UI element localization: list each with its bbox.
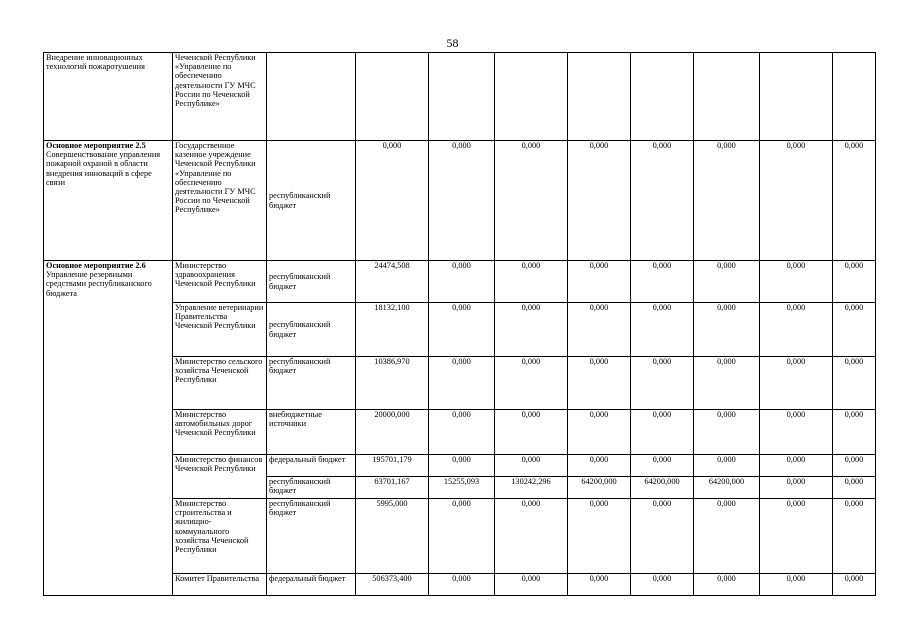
value-cell: 0,000 (833, 574, 876, 596)
source-cell: республиканский бюджет (267, 141, 356, 261)
value-cell: 0,000 (568, 499, 631, 574)
value-cell: 0,000 (429, 455, 495, 477)
value-cell (694, 53, 760, 141)
executor-cell: Министерство финансов Чеченской Республики (173, 455, 267, 499)
value-cell: 0,000 (760, 141, 833, 261)
value-cell: 0,000 (495, 499, 568, 574)
value-cell: 0,000 (760, 410, 833, 455)
value-cell: 24474,508 (356, 261, 429, 303)
value-cell: 0,000 (833, 477, 876, 499)
value-cell: 0,000 (429, 574, 495, 596)
value-cell: 0,000 (495, 357, 568, 410)
value-cell: 506373,400 (356, 574, 429, 596)
value-cell: 130242,296 (495, 477, 568, 499)
value-cell: 0,000 (495, 410, 568, 455)
source-cell: внебюджетные источники (267, 410, 356, 455)
value-cell (356, 53, 429, 141)
value-cell (568, 53, 631, 141)
value-cell (833, 53, 876, 141)
value-cell: 0,000 (694, 499, 760, 574)
executor-cell: Министерство строительства и жилищно-коммунального хозяйства Чеченской Республики (173, 499, 267, 574)
value-cell: 0,000 (694, 357, 760, 410)
value-cell: 63701,167 (356, 477, 429, 499)
table-row (44, 141, 876, 261)
value-cell: 0,000 (760, 455, 833, 477)
executor-cell: Министерство автомобильных дорог Чеченской Республики (173, 410, 267, 455)
value-cell: 0,000 (429, 141, 495, 261)
executor-cell: Государственное казенное учреждение Чеченской Республики «Управление по обеспечению деятельности ГУ МЧС России по Чеченской Республике» (173, 141, 267, 261)
executor-cell: Министерство сельского хозяйства Чеченской Республики (173, 357, 267, 410)
value-cell: 10386,970 (356, 357, 429, 410)
value-cell: 0,000 (631, 141, 694, 261)
executor-cell: Комитет Правительства (173, 574, 267, 596)
executor-cell: Министерство здравоохранения Чеченской Республики (173, 261, 267, 303)
value-cell: 0,000 (429, 303, 495, 357)
activity-cell (44, 141, 173, 261)
value-cell: 0,000 (631, 261, 694, 303)
source-cell: республиканский бюджет (267, 357, 356, 410)
value-cell (429, 53, 495, 141)
value-cell: 0,000 (833, 261, 876, 303)
value-cell: 0,000 (568, 357, 631, 410)
value-cell: 5995,000 (356, 499, 429, 574)
value-cell: 0,000 (694, 574, 760, 596)
value-cell: 0,000 (631, 499, 694, 574)
value-cell: 0,000 (568, 574, 631, 596)
activity-cell (44, 261, 173, 596)
value-cell: 0,000 (429, 410, 495, 455)
page-number: 58 (446, 36, 459, 50)
executor-cell: Управление ветеринарии Правительства Чеченской Республики (173, 303, 267, 357)
activity-title: Основное мероприятие 2.5 (46, 141, 146, 150)
value-cell: 195701,179 (356, 455, 429, 477)
value-cell: 0,000 (631, 357, 694, 410)
value-cell: 0,000 (429, 357, 495, 410)
value-cell: 18132,100 (356, 303, 429, 357)
value-cell: 20000,000 (356, 410, 429, 455)
value-cell (631, 53, 694, 141)
value-cell: 0,000 (568, 141, 631, 261)
activity-title: Основное мероприятие 2.6 (46, 261, 146, 270)
activity-text: Управление резервными средствами республиканского бюджета (46, 270, 152, 298)
value-cell: 0,000 (356, 141, 429, 261)
value-cell: 0,000 (631, 455, 694, 477)
value-cell: 0,000 (495, 303, 568, 357)
table-row (44, 261, 876, 303)
table-row (44, 53, 876, 141)
value-cell: 0,000 (429, 499, 495, 574)
value-cell: 0,000 (760, 574, 833, 596)
value-cell: 0,000 (568, 410, 631, 455)
value-cell: 0,000 (833, 410, 876, 455)
source-cell: республиканский бюджет (267, 261, 356, 303)
value-cell: 0,000 (694, 410, 760, 455)
source-cell: федеральный бюджет (267, 574, 356, 596)
activity-cell: Внедрение инновационных технологий пожаротушения (44, 53, 173, 141)
value-cell: 64200,000 (568, 477, 631, 499)
value-cell: 0,000 (495, 574, 568, 596)
value-cell: 0,000 (631, 410, 694, 455)
value-cell: 0,000 (495, 141, 568, 261)
value-cell: 0,000 (631, 303, 694, 357)
value-cell: 0,000 (833, 499, 876, 574)
value-cell: 0,000 (568, 261, 631, 303)
value-cell: 0,000 (833, 357, 876, 410)
value-cell: 0,000 (760, 477, 833, 499)
value-cell: 0,000 (495, 261, 568, 303)
value-cell: 0,000 (833, 303, 876, 357)
value-cell: 0,000 (429, 261, 495, 303)
value-cell: 0,000 (631, 574, 694, 596)
value-cell: 15255,093 (429, 477, 495, 499)
value-cell: 0,000 (568, 303, 631, 357)
value-cell: 0,000 (694, 455, 760, 477)
value-cell: 0,000 (568, 455, 631, 477)
source-cell: республиканский бюджет (267, 477, 356, 499)
value-cell: 0,000 (694, 303, 760, 357)
value-cell: 0,000 (760, 261, 833, 303)
value-cell: 0,000 (833, 141, 876, 261)
value-cell: 0,000 (760, 303, 833, 357)
source-cell: республиканский бюджет (267, 303, 356, 357)
value-cell: 0,000 (694, 261, 760, 303)
value-cell: 0,000 (495, 455, 568, 477)
budget-table (43, 52, 876, 596)
source-cell (267, 53, 356, 141)
value-cell: 0,000 (833, 455, 876, 477)
source-cell: республиканский бюджет (267, 499, 356, 574)
value-cell (760, 53, 833, 141)
value-cell: 0,000 (694, 141, 760, 261)
value-cell: 64200,000 (631, 477, 694, 499)
value-cell (495, 53, 568, 141)
executor-cell: Чеченской Республики «Управление по обеспечению деятельности ГУ МЧС России по Чеченской Республике» (173, 53, 267, 141)
value-cell: 0,000 (760, 357, 833, 410)
source-cell: федеральный бюджет (267, 455, 356, 477)
activity-text: Совершенствование управления пожарной охраной в области внедрения инноваций в сфере связи (46, 150, 161, 187)
value-cell: 0,000 (760, 499, 833, 574)
value-cell: 64200,000 (694, 477, 760, 499)
